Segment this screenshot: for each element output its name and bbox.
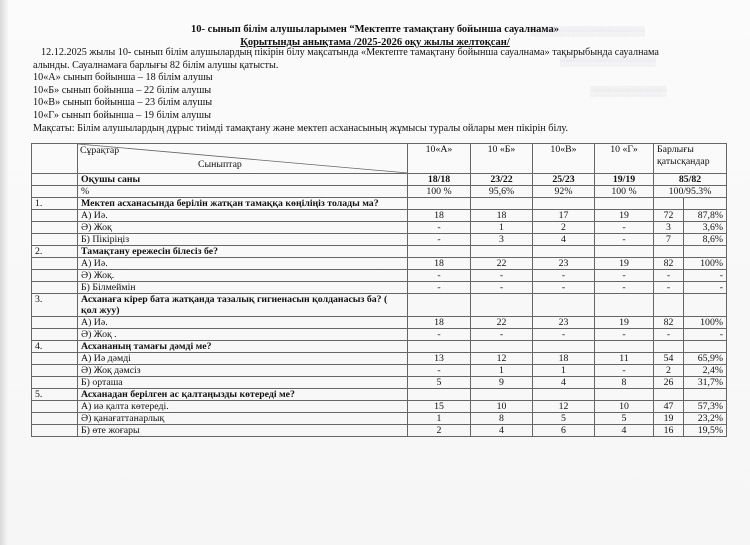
document-title xyxy=(0,23,750,49)
answer-v: 5 xyxy=(533,413,595,425)
students-a: 18/18 xyxy=(408,174,471,186)
percent-total: 100/95.3% xyxy=(654,186,727,198)
answer-percent: 100% xyxy=(684,317,727,329)
percent-v: 92% xyxy=(533,186,595,198)
percent-b: 95,6% xyxy=(471,186,533,198)
question-number: 4. xyxy=(32,341,78,353)
survey-table xyxy=(31,143,727,437)
answer-row xyxy=(32,377,727,389)
bleed-through-text: ▒▒▒▒▒▒▒▒▒▒▒▒ xyxy=(590,86,667,96)
question-text: Асхананың тамағы дәмді ме? xyxy=(78,341,408,353)
answer-g: - xyxy=(595,234,654,246)
header-class-g: 10 «Г» xyxy=(595,144,654,174)
question-row xyxy=(32,294,727,317)
answer-a: 18 xyxy=(408,258,471,270)
header-class-v: 10«В» xyxy=(533,144,595,174)
answer-percent: 87,8% xyxy=(684,210,727,222)
answer-v: - xyxy=(533,270,595,282)
answer-v: 4 xyxy=(533,234,595,246)
answer-row xyxy=(32,401,727,413)
answer-b: - xyxy=(471,329,533,341)
answer-count: 72 xyxy=(654,210,684,222)
answer-b: - xyxy=(471,270,533,282)
answer-label: А) Иә дәмді xyxy=(78,353,408,365)
question-row xyxy=(32,389,727,401)
answer-percent: - xyxy=(684,282,727,294)
answer-label: Ә) Жоқ . xyxy=(78,329,408,341)
title-line-2: Қорытынды анықтама /2025-2026 оқу жылы желтоқсан/ xyxy=(240,37,510,48)
question-number: 3. xyxy=(32,294,78,317)
header-questions: Сұрақтар xyxy=(80,145,120,156)
answer-a: 18 xyxy=(408,317,471,329)
answer-b: 10 xyxy=(471,401,533,413)
answer-percent: 100% xyxy=(684,258,727,270)
answer-b: 1 xyxy=(471,222,533,234)
answer-label: Ә) Жоқ дәмсіз xyxy=(78,365,408,377)
answer-g: 4 xyxy=(595,425,654,437)
answer-count: 7 xyxy=(654,234,684,246)
answer-label: А) Иә. xyxy=(78,210,408,222)
question-text: Тамақтану ережесін білесіз бе? xyxy=(78,246,408,258)
answer-a: - xyxy=(408,222,471,234)
table-row xyxy=(32,186,727,198)
answer-label: А) Иә. xyxy=(78,317,408,329)
answer-a: - xyxy=(408,234,471,246)
answer-a: - xyxy=(408,270,471,282)
answer-g: 19 xyxy=(595,210,654,222)
answer-a: 2 xyxy=(408,425,471,437)
answer-g: - xyxy=(595,270,654,282)
answer-v: 2 xyxy=(533,222,595,234)
answer-row xyxy=(32,222,727,234)
answer-percent: 8,6% xyxy=(684,234,727,246)
answer-a: - xyxy=(408,282,471,294)
answer-row xyxy=(32,329,727,341)
answer-g: - xyxy=(595,329,654,341)
header-total: Барлығы қатысқандар xyxy=(654,144,727,174)
intro-line-1: 12.12.2025 жылы 10- сынып білім алушылардың пікірін білу мақсатында «Мектепте тамақтану бойынша сауалнама» тақырыбында сауалнама xyxy=(41,47,659,58)
students-label: Оқушы саны xyxy=(78,174,408,186)
header-class-a: 10«А» xyxy=(408,144,471,174)
answer-g: - xyxy=(595,282,654,294)
answer-g: - xyxy=(595,222,654,234)
answer-row xyxy=(32,282,727,294)
header-diagonal-cell xyxy=(78,144,408,174)
answer-b: 22 xyxy=(471,317,533,329)
page-edge-shadow xyxy=(0,0,8,545)
answer-v: 23 xyxy=(533,258,595,270)
answer-row xyxy=(32,258,727,270)
answer-b: 4 xyxy=(471,425,533,437)
answer-g: 8 xyxy=(595,377,654,389)
answer-row xyxy=(32,413,727,425)
answer-count: - xyxy=(654,270,684,282)
question-number: 5. xyxy=(32,389,78,401)
answer-label: Б) орташа xyxy=(78,377,408,389)
answer-v: - xyxy=(533,329,595,341)
answer-row xyxy=(32,425,727,437)
title-line-1: 10- сынып білім алушыларымен “Мектепте тамақтану бойынша сауалнама» xyxy=(191,24,559,35)
answer-row xyxy=(32,365,727,377)
answer-percent: 57,3% xyxy=(684,401,727,413)
answer-count: 47 xyxy=(654,401,684,413)
answer-b: 1 xyxy=(471,365,533,377)
answer-a: 15 xyxy=(408,401,471,413)
intro-line-7: Мақсаты: Білім алушылардың дұрыс тиімді тамақтану және мектеп асханасының жұмысы туралы ойлары мен пікірін білу. xyxy=(33,122,569,134)
table-row xyxy=(32,174,727,186)
answer-percent: 19,5% xyxy=(684,425,727,437)
answer-count: - xyxy=(654,329,684,341)
percent-label: % xyxy=(78,186,408,198)
answer-g: 10 xyxy=(595,401,654,413)
bleed-through-text: ▒▒▒▒▒▒▒▒▒▒▒▒▒▒▒▒▒▒ xyxy=(530,26,645,36)
answer-a: 18 xyxy=(408,210,471,222)
answer-b: 12 xyxy=(471,353,533,365)
answer-percent: 65,9% xyxy=(684,353,727,365)
answer-g: 5 xyxy=(595,413,654,425)
intro-line-4: 10«Б» сынып бойынша – 22 білім алушы xyxy=(33,84,212,96)
answer-count: 82 xyxy=(654,258,684,270)
students-b: 23/22 xyxy=(471,174,533,186)
header-blank xyxy=(32,144,78,174)
answer-b: 18 xyxy=(471,210,533,222)
answer-g: - xyxy=(595,365,654,377)
answer-percent: - xyxy=(684,270,727,282)
answer-count: 3 xyxy=(654,222,684,234)
answer-a: 1 xyxy=(408,413,471,425)
answer-count: 2 xyxy=(654,365,684,377)
answer-v: 6 xyxy=(533,425,595,437)
answer-g: 19 xyxy=(595,258,654,270)
answer-percent: 31,7% xyxy=(684,377,727,389)
answer-a: 13 xyxy=(408,353,471,365)
answer-label: Ә) қанағаттанарлық xyxy=(78,413,408,425)
answer-row xyxy=(32,270,727,282)
answer-g: 19 xyxy=(595,317,654,329)
answer-b: - xyxy=(471,282,533,294)
question-text: Асханаға кірер бата жатқанда тазалық гигиенасын қолданасыз ба? ( қол жуу) xyxy=(78,294,408,317)
answer-count: 16 xyxy=(654,425,684,437)
answer-label: Б) Пікіріңіз xyxy=(78,234,408,246)
question-row xyxy=(32,246,727,258)
answer-v: 1 xyxy=(533,365,595,377)
answer-v: 18 xyxy=(533,353,595,365)
question-number: 2. xyxy=(32,246,78,258)
answer-count: 19 xyxy=(654,413,684,425)
answer-row xyxy=(32,317,727,329)
students-total: 85/82 xyxy=(654,174,727,186)
answer-count: 54 xyxy=(654,353,684,365)
answer-label: Ә) Жоқ xyxy=(78,222,408,234)
question-row xyxy=(32,198,727,210)
answer-label: А) Иә. xyxy=(78,258,408,270)
diagonal-line xyxy=(78,144,408,173)
answer-a: - xyxy=(408,365,471,377)
answer-v: 17 xyxy=(533,210,595,222)
students-v: 25/23 xyxy=(533,174,595,186)
answer-label: А) иә қалта көтереді. xyxy=(78,401,408,413)
intro-line-6: 10«Г» сынып бойынша – 19 білім алушы xyxy=(33,109,211,121)
answer-count: 82 xyxy=(654,317,684,329)
question-text: Асханадан берілген ас қалтаңызды көтереді ме? xyxy=(78,389,408,401)
answer-b: 8 xyxy=(471,413,533,425)
answer-count: 26 xyxy=(654,377,684,389)
answer-b: 9 xyxy=(471,377,533,389)
intro-line-2: алынды. Сауалнамаға барлығы 82 білім алушы қатысты. xyxy=(33,59,279,71)
intro-line-5: 10«В» сынып бойынша – 23 білім алушы xyxy=(33,97,213,109)
answer-percent: 3,6% xyxy=(684,222,727,234)
answer-v: 23 xyxy=(533,317,595,329)
answer-label: Б) өте жоғары xyxy=(78,425,408,437)
students-g: 19/19 xyxy=(595,174,654,186)
answer-row xyxy=(32,210,727,222)
answer-row xyxy=(32,353,727,365)
question-number: 1. xyxy=(32,198,78,210)
answer-v: 4 xyxy=(533,377,595,389)
answer-v: - xyxy=(533,282,595,294)
answer-b: 3 xyxy=(471,234,533,246)
header-class-b: 10 «Б» xyxy=(471,144,533,174)
table-header-row xyxy=(32,144,727,174)
answer-a: 5 xyxy=(408,377,471,389)
answer-percent: - xyxy=(684,329,727,341)
percent-g: 100 % xyxy=(595,186,654,198)
answer-a: - xyxy=(408,329,471,341)
answer-label: Ә) Жоқ. xyxy=(78,270,408,282)
percent-a: 100 % xyxy=(408,186,471,198)
question-row xyxy=(32,341,727,353)
header-classes: Сыныптар xyxy=(198,159,242,170)
answer-percent: 2,4% xyxy=(684,365,727,377)
answer-row xyxy=(32,234,727,246)
answer-g: 11 xyxy=(595,353,654,365)
bleed-through-text: ▒▒▒▒▒▒▒▒▒▒▒▒▒▒▒ xyxy=(560,56,656,66)
intro-line-3: 10«А» сынып бойынша – 18 білім алушы xyxy=(33,72,213,84)
intro-text xyxy=(33,47,723,135)
answer-label: Б) Білмеймін xyxy=(78,282,408,294)
answer-v: 12 xyxy=(533,401,595,413)
answer-percent: 23,2% xyxy=(684,413,727,425)
answer-b: 22 xyxy=(471,258,533,270)
answer-count: - xyxy=(654,282,684,294)
question-text: Мектеп асханасында берілін жатқан тамаққа көңіліңіз толады ма? xyxy=(78,198,408,210)
